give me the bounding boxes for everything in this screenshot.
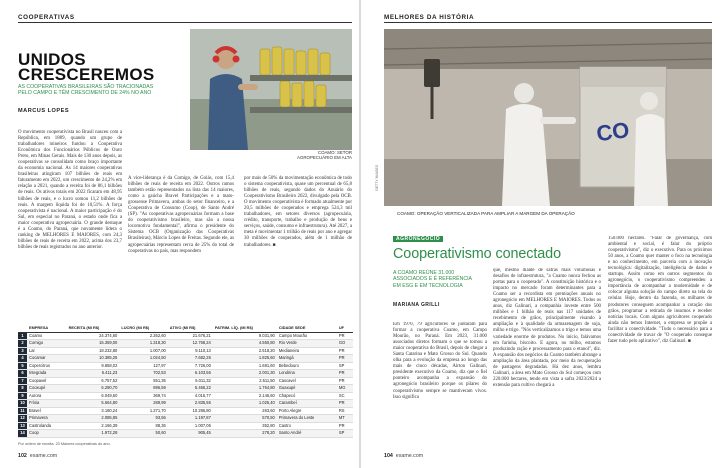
table-cell: 570,50 — [213, 415, 277, 423]
article-column-3: 150.000 hectares. "Falar de governança, com ambiental e social, é falar do próprio cooperativismo", diz o executivo. Para os próximos 50 anos, a Coamo quer manter o foco na tecnologia e no conhecimento, em parceria com a inovação tecnológica: digitalização, inteligência de dados e startups. Assim como em outros segmentos do agronegócio, o cooperativismo compreendeu a importância de acompanhar a modernidade e de colocar alguma solução do campo direto na tela do celular. Hoje, dentro da fazenda, os milhares de produtores conseguem acompanhar a cotação dos grãos, programar a retirada de insumos e receber notícias locais. Com alguns agricultores cooperado ainda não temos Internet, a empresa se propõe a facilitar a conectividade. "Tudo o necessário para a conectividade de travar de "O cooperado consegue fazer tudo pelo aplicativo", diz Galinari. ■ — [608, 236, 712, 344]
table-cell: Porto Alegre — [277, 407, 337, 415]
table-cell: 702,53 — [119, 370, 167, 378]
table-row — [18, 370, 353, 378]
table-cell: Comigo — [27, 340, 67, 348]
table-cell: Castrolanda — [27, 422, 67, 430]
table-cell: 10.286,80 — [168, 407, 213, 415]
table-header-cell: EMPRESA — [27, 325, 67, 332]
table-row — [18, 400, 353, 408]
table-header-cell: CIDADE SEDE — [277, 325, 337, 332]
table-cell: 2.085,85 — [67, 415, 120, 423]
table-cell: 369,74 — [119, 392, 167, 400]
table-cell: 50,60 — [119, 430, 167, 438]
table-cell: 4.016,77 — [168, 392, 213, 400]
table-cell: Cooxupé — [27, 385, 67, 393]
table-header-cell — [18, 325, 27, 332]
photo-caption: COAMO: SETOR AGROPECUÁRIO EM ALTA — [297, 150, 352, 161]
page-folio — [384, 453, 423, 459]
rank-position: 5 — [18, 362, 27, 370]
table-cell: 1.025,40 — [213, 400, 277, 408]
table-cell: Maringá — [277, 355, 337, 363]
table-cell: RS — [337, 407, 353, 415]
article-column-3: por mais de 50% da movimentação econômica de todo o sistema cooperativista, quase um percentual de 65,8 bilhões de reais, segundo dados do Anuário do Cooperativismo Brasileiro 2022, divulgado pela OCB. O movimento cooperativista é formado atualmente por 20,5 milhões de cooperados e emprega 524,3 mil trabalhadores, em setores diversos (agropecuária, crédito, transporte, trabalho e produção de bens e serviços, saúde, consumo e infraestrutura). Até 2027, a meta é movimentar 1 trilhão de reais por ano e agregar 30 milhões de cooperados, além de 1 milhão de trabalhadores. ■ — [244, 176, 352, 248]
article-column-2: A vice-liderança é da Comigo, de Goiás, com 15,4 bilhões de reais de receita em 2022. Outros ramos também estão representados na lista das 14 maiores, como a gaúcha Bravel Participações e a mato-grossense Primavera, ambas do setor financeiro, e a Cooperativa de Consumo (Coop), de Santo André (SP). "As cooperativas agropecuárias formam a base do cooperativismo brasileiro, mas são a nossa locomotiva fundamental", afirma o presidente do Sistema OCB (Organização das Cooperativas Brasileiras), Márcio Lopes de Freitas. Segundo ele, as agropecuárias representam cerca de 25% do total de cooperativas no país, mas respondem — [128, 176, 234, 254]
table-row — [18, 415, 353, 423]
page-site: exame.com — [29, 453, 58, 459]
ranking-table — [18, 325, 353, 438]
article-column-1: O movimento cooperativista no Brasil nasceu com a República, em 1889, quando um grupo de trabalhadores mineiros fundou a Cooperativa Econômica dos Funcionários Públicos de Ouro Preto, em Minas Gerais. Mais de 130 anos depois, as cooperativas se consolidam como braço importante da economia nacional. As 14 maiores cooperativas brasileiras atingiram 107 bilhões de reais em faturamento em 2022, um crescimento de 24,2% em relação a 2021, quando a receita foi de 86,1 bilhões de reais. Os ativos totais em 2022 ficaram em 48,95 bilhões de reais, e o lucro somou 11,2 bilhões de reais. A margem líquida foi de 10,51%. A força cooperativista é nacional. A maior participação é do Sul, em especial no Paraná, o estado onde fica a maior cooperativa agropecuária. O grande destaque é a Coamo, do Paraná, que novamente lidera o ranking de MELHORES E MAIORES, com 24,3 bilhões de reais de receita em 2022, acima dos 23,7 bilhões de reais registrados no ano anterior. — [18, 130, 122, 250]
table-row — [18, 430, 353, 438]
rank-position: 14 — [18, 430, 27, 438]
table-cell: 6.103,56 — [168, 370, 213, 378]
table-cell: Santo André — [277, 430, 337, 438]
table-cell: 4.550,80 — [213, 340, 277, 348]
table-cell: 278,20 — [213, 430, 277, 438]
table-row — [18, 355, 353, 363]
table-cell: MT — [337, 415, 353, 423]
table-cell: 1.825,60 — [213, 355, 277, 363]
table-cell: 6.049,60 — [67, 392, 120, 400]
rank-position: 2 — [18, 340, 27, 348]
table-cell: PR — [337, 400, 353, 408]
article-headline: Cooperativismo conectado — [393, 246, 561, 262]
table-cell: MG — [337, 385, 353, 393]
table-cell: 2.518,20 — [213, 347, 277, 355]
table-cell: Frísia — [27, 400, 67, 408]
table-cell: Cascavel — [277, 377, 337, 385]
table-cell: Campo Mourão — [277, 332, 337, 340]
table-cell: 1.764,80 — [213, 385, 277, 393]
rank-position: 6 — [18, 370, 27, 378]
table-cell: 2.166,39 — [67, 422, 120, 430]
table-cell: 2.001,30 — [213, 370, 277, 378]
table-cell: PR — [337, 355, 353, 363]
table-header-cell: ATIVO (MI R$) — [168, 325, 213, 332]
table-cell: 6.411,23 — [67, 370, 120, 378]
table-cell: 1.007,00 — [119, 347, 167, 355]
article-headline: UNIDOS CRESCEREMOS — [18, 50, 155, 84]
table-cell: GO — [337, 340, 353, 348]
article-deck: A COAMO REÚNE 31.000 ASSOCIADOS E É REFERÊNCIA EM ESG E EM TECNOLOGIA — [393, 270, 472, 289]
table-cell: 289,99 — [119, 400, 167, 408]
table-cell: Chapecó — [277, 392, 337, 400]
table-cell: 15.359,00 — [67, 340, 120, 348]
table-header-cell: RECEITA (MI R$) — [67, 325, 120, 332]
table-cell: PR — [337, 377, 353, 385]
table-cell: Londrina — [277, 370, 337, 378]
table-cell: 7.682,26 — [168, 355, 213, 363]
table-cell: Primavera — [27, 415, 67, 423]
table-cell: 18.232,80 — [67, 347, 120, 355]
table-body — [18, 332, 353, 437]
table-cell: PR — [337, 370, 353, 378]
table-cell: 263,60 — [213, 407, 277, 415]
table-cell: Aurora — [27, 392, 67, 400]
article-kicker: AGRONEGÓCIO — [393, 236, 443, 242]
rank-position: 13 — [18, 422, 27, 430]
rank-position: 7 — [18, 377, 27, 385]
rank-position: 12 — [18, 415, 27, 423]
table-cell: Coop — [27, 430, 67, 438]
page-site: exame.com — [395, 453, 424, 459]
rank-position: 1 — [18, 332, 27, 340]
table-cell: PR — [337, 347, 353, 355]
svg-text:CO: CO — [594, 117, 631, 147]
table-cell: PR — [337, 332, 353, 340]
table-row — [18, 422, 353, 430]
table-cell: 905,45 — [168, 430, 213, 438]
page-number: 102 — [18, 453, 27, 459]
rank-position: 3 — [18, 347, 27, 355]
photo-caption: COAMO: OPERAÇÃO VERTICALIZADA PARA AMPLIAR A MARGEM DA OPERAÇÃO — [397, 211, 575, 216]
table-row — [18, 385, 353, 393]
table-row — [18, 392, 353, 400]
table-note: Por ordem de receita. 23 Maiores cooperativas do ano. — [18, 442, 111, 446]
table-cell: 9.031,90 — [213, 332, 277, 340]
section-rule — [18, 22, 352, 23]
table-cell: Castro — [277, 422, 337, 430]
article-byline: MARCUS LOPES — [18, 108, 70, 114]
table-cell: 1.271,70 — [119, 407, 167, 415]
table-row — [18, 340, 353, 348]
table-cell: PR — [337, 422, 353, 430]
table-header-cell: LUCRO (MI R$) — [119, 325, 167, 332]
table-cell: 5.011,32 — [168, 377, 213, 385]
table-cell: 1.007,06 — [168, 422, 213, 430]
table-cell: Rio Verde — [277, 340, 337, 348]
table-cell: 88,36 — [119, 422, 167, 430]
table-cell: Copercitrus — [27, 362, 67, 370]
table-cell: 1.024,50 — [119, 355, 167, 363]
table-cell: SP — [337, 430, 353, 438]
table-cell: 24.374,60 — [67, 332, 120, 340]
table-cell: 352,80 — [213, 422, 277, 430]
table-cell: 9.858,02 — [67, 362, 120, 370]
rank-position: 9 — [18, 392, 27, 400]
table-cell: SP — [337, 362, 353, 370]
table-row — [18, 377, 353, 385]
table-header-cell: UF — [337, 325, 353, 332]
section-rule — [384, 22, 712, 23]
table-cell: Coamo — [27, 332, 67, 340]
page-folio — [18, 453, 57, 459]
table-cell: Carambeí — [277, 400, 337, 408]
rank-position: 11 — [18, 407, 27, 415]
table-cell: 551,35 — [119, 377, 167, 385]
table-cell: 3.180,24 — [67, 407, 120, 415]
table-cell: 2.511,50 — [213, 377, 277, 385]
table-header-row — [18, 325, 353, 332]
table-cell: 21.676,21 — [168, 332, 213, 340]
table-cell: Primavera do Leste — [277, 415, 337, 423]
table-cell: Medianeira — [277, 347, 337, 355]
table-cell: Bravel — [27, 407, 67, 415]
table-cell: 2.146,60 — [213, 392, 277, 400]
photo-credit: GETTY IMAGES — [375, 164, 379, 191]
article-column-1: Em 1970, 79 agricultores se juntaram para formar a cooperativa Coamo, em Campo Mourão, no Paraná. Em 2023, 31.000 associados diretos formam o que se tornou a maior cooperativa do Brasil, depois de chegar a Santa Catarina e Mato Grosso do Sul. Quando olha para a evolução da empresa ao longo das mais de cinco décadas, Airton Galinari, presidente executivo da Coamo, diz que o fiel ponteiro acompanha a expansão do agronegócio brasileiro porque os pilares do cooperativismo sempre se mantiveram vivos. Isso significa — [393, 322, 487, 400]
table-cell: 6.290,70 — [67, 385, 120, 393]
table-cell: 1.691,60 — [213, 362, 277, 370]
article-photo — [384, 29, 712, 206]
table-cell: 5.664,80 — [67, 400, 120, 408]
table-header-cell: PATRIM. LÍQ. (MI R$) — [213, 325, 277, 332]
section-tag: COOPERATIVAS — [18, 14, 75, 21]
table-cell: 2.262,60 — [119, 332, 167, 340]
table-cell: 7.726,00 — [168, 362, 213, 370]
table-row — [18, 407, 353, 415]
article-column-2: que, mesmo diante de safras mais volumosas e desafios de infraestrutura, "a Coamo nunca fechou as portas para o cooperado". A constituição histórica e o impacto no mercado foram determinantes para a Coamo ser a recordista em premiações anuais no agronegócio em MELHORES E MAIORES. Todos os anos, diz Galinari, a companhia investe entre 500 milhões e 1 bilhão de reais nas 117 unidades de recebimento de grãos, principalmente visando à ampliação e à qualidade da armazenagem de soja, milho e trigo. "Nós verticalizamos o trigo e temos uma variedade enorme de produtos. No início, falávamos em farinha, biscoito. E agora, no milho, estamos produzindo ração e processamento para o etanol", diz. A expansão dos negócios da Coamo também abrange a ampliação da área plantada, por meio da recuperação de pastagens degradadas. Há dez anos, lembra Galinari, a área em Mato Grosso do Sul começou com 220.000 hectares, tendo em vista a safra 2023/2024 a extensão para cultivo chegará a — [493, 268, 601, 388]
table-cell: Bebedouro — [277, 362, 337, 370]
article-deck: AS COOPERATIVAS BRASILEIRAS SÃO TRACIONADAS PELO CAMPO E TÊM CRESCIMENTO DE 24% NO ANO — [18, 84, 154, 97]
table-cell: Integrada — [27, 370, 67, 378]
table-row — [18, 362, 353, 370]
table-row — [18, 347, 353, 355]
table-cell: 1.197,87 — [168, 415, 213, 423]
article-photo — [190, 29, 352, 150]
table-cell: 6.757,52 — [67, 377, 120, 385]
article-byline: MARIANA GRILLI — [393, 302, 440, 308]
table-cell: 2.835,55 — [168, 400, 213, 408]
rank-position: 4 — [18, 355, 27, 363]
rank-position: 10 — [18, 400, 27, 408]
table-cell: 5.466,22 — [168, 385, 213, 393]
table-cell: 9.110,13 — [168, 347, 213, 355]
section-tag: MELHORES DA HISTÓRIA — [384, 14, 475, 21]
page-number: 104 — [384, 453, 393, 459]
table-cell: Coopavel — [27, 377, 67, 385]
table-cell: SC — [337, 392, 353, 400]
table-cell: 1.318,30 — [119, 340, 167, 348]
table-cell: 12.768,24 — [168, 340, 213, 348]
table-cell: 93,56 — [119, 415, 167, 423]
table-cell: 896,59 — [119, 385, 167, 393]
table-cell: 127,97 — [119, 362, 167, 370]
table-cell: 10.385,25 — [67, 355, 120, 363]
table-cell: Lar — [27, 347, 67, 355]
rank-position: 8 — [18, 385, 27, 393]
table-row — [18, 332, 353, 340]
table-cell: Cocamar — [27, 355, 67, 363]
table-cell: 1.972,28 — [67, 430, 120, 438]
table-cell: Guaxupé — [277, 385, 337, 393]
right-page — [361, 0, 720, 468]
